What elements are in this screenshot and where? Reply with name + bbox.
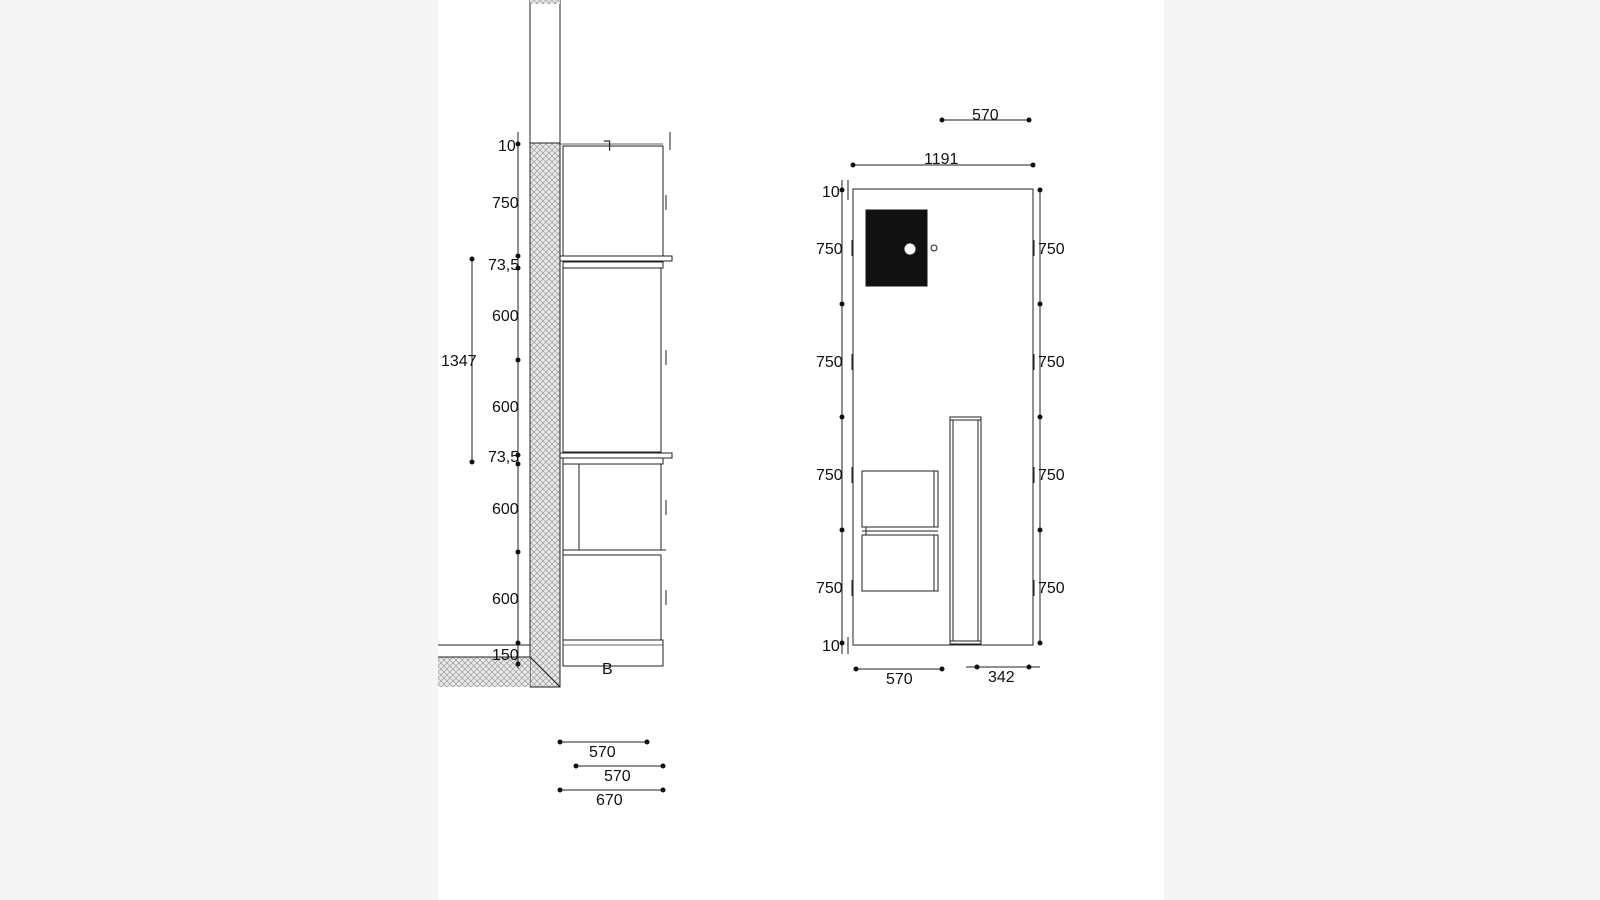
side-dim-overall: 1347 <box>441 353 477 370</box>
side-dim-73-a: 73,5 <box>488 257 520 274</box>
dark-panel <box>866 210 927 286</box>
side-dim-600-d: 600 <box>492 591 519 608</box>
front-box-lower <box>862 535 938 591</box>
side-bottom-670: 670 <box>596 792 623 809</box>
panel-handle-icon <box>931 245 937 251</box>
front-left-750-4: 750 <box>816 580 843 597</box>
side-dim-600-c: 600 <box>492 501 519 518</box>
cabinet-mark-top: ┐ <box>604 133 616 150</box>
front-left-750-2: 750 <box>816 354 843 371</box>
panel-knob-icon <box>904 243 916 255</box>
front-top-1191: 1191 <box>924 151 959 168</box>
front-left-10-top: 10 <box>822 184 840 201</box>
front-left-750-1: 750 <box>816 241 843 258</box>
plinth <box>563 640 663 666</box>
side-dim-150: 150 <box>492 647 519 664</box>
tall-panel <box>950 417 981 644</box>
front-bottom-342: 342 <box>988 669 1015 686</box>
front-view <box>816 107 1065 688</box>
side-bottom-570-a: 570 <box>589 744 616 761</box>
wall-cap <box>530 0 560 4</box>
wall-upper <box>530 0 560 143</box>
cabinet-mark-bottom: B <box>602 661 613 678</box>
side-dim-10: 10 <box>498 138 516 155</box>
side-bottom-570-b: 570 <box>604 768 631 785</box>
front-right-750-3: 750 <box>1038 467 1065 484</box>
shelf-1 <box>560 256 672 261</box>
front-bottom-570: 570 <box>886 671 913 688</box>
side-dim-600-b: 600 <box>492 399 519 416</box>
wall-hatched <box>530 143 560 687</box>
front-right-750-1: 750 <box>1038 241 1065 258</box>
shelf-1b <box>563 262 663 268</box>
tall-unit <box>563 268 661 452</box>
side-dim-750: 750 <box>492 195 519 212</box>
front-right-750-4: 750 <box>1038 580 1065 597</box>
top-cabinet <box>563 146 663 256</box>
front-left-10-bottom: 10 <box>822 638 840 655</box>
side-view <box>438 0 672 809</box>
open-box <box>579 464 661 550</box>
side-dim-73-b: 73,5 <box>488 449 520 466</box>
lower-box <box>563 555 661 640</box>
shelf-2 <box>560 453 672 458</box>
side-dim-600-a: 600 <box>492 308 519 325</box>
front-right-750-2: 750 <box>1038 354 1065 371</box>
front-left-750-3: 750 <box>816 467 843 484</box>
shelf-2b <box>563 458 663 464</box>
front-box-upper <box>862 471 938 527</box>
front-top-570: 570 <box>972 107 999 124</box>
